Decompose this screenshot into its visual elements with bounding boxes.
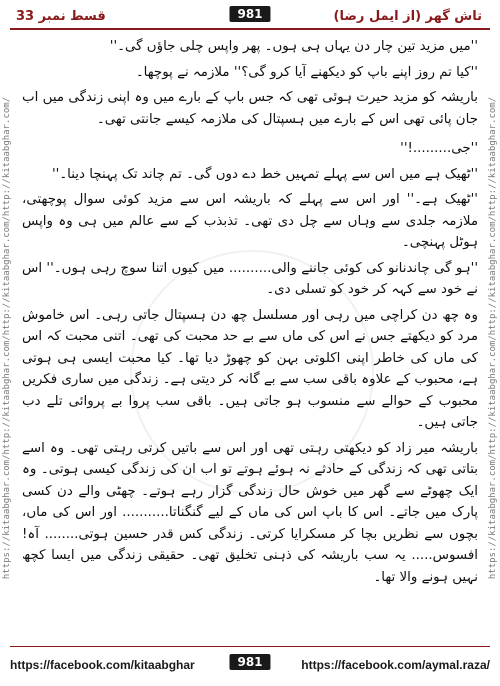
header-divider: [10, 28, 490, 30]
paragraph: باریشہ میر زاد کو دیکھتی رہتی تھی اور اس سے باتیں کرتی رہتی تھی۔ وہ اسے بتاتی تھی کہ زندگی کے حادثے نہ ہوئے ہوتے تو اب ان کی زندگی کیسی ہوتی۔ وہ ایک چھوٹے سے گھر میں خوش حال زندگی گزار رہے ہوتے۔ چھٹی والے دن کسی پارک میں جاتے۔ اس کا باپ اس کی ماں کے لیے گنگناتا........... اور اس کی ماں، بچوں سے نظریں بچا کر مسکرایا کرتی۔ زندگی کس قدر حسین ہوتی........ آہ! افسوس..... یہ سب باریشہ کی ذہنی تخلیق تھی۔ حقیقی زندگی میں ایسا کچھ نہیں ہونے والا تھا۔: [22, 440, 478, 585]
side-watermark-left: https://kitaabghar.com/http://kitaabghar.com/http://kitaabghar.com/http://kitaabghar.com/: [2, 96, 12, 580]
paragraph: ''ٹھیک ہے میں اس سے پہلے تمہیں خط دے دوں گی۔ تم چاند تک پہنچا دینا۔'': [51, 166, 478, 182]
paragraph: ''کیا تم روز اپنے باپ کو دیکھنے آیا کرو گی؟'' ملازمہ نے پوچھا۔: [135, 64, 478, 80]
story-text: [22, 36, 478, 636]
side-watermark-right: https://kitaabghar.com/http://kitaabghar.com/http://kitaabghar.com/http://kitaabghar.com/: [488, 96, 498, 580]
paragraph: ''ٹھیک ہے۔'' اور اس سے پہلے کہ باریشہ اس سے مزید کوئی سوال پوچھتی، ملازمہ جلدی سے وہاں سے چل دی تھی۔ تذبذب کے سے عالم میں ہی وہ واپس ہوٹل پہنچی۔: [22, 192, 478, 250]
paragraph: وہ چھ دن کراچی میں رہی اور مسلسل چھ دن ہسپتال جاتی رہی۔ اس خاموش مرد کو دیکھتے جس نے اس کی ماں سے بے حد محبت کی تھی۔ اتنی محبت کہ اس کی ماں کی خاطر اپنی اکلوتی بہن کو چھوڑ دیا تھا۔ کیا محبت ایسی ہی ہوتی ہے، محبوب کے علاوہ باقی سب سے بے گانہ کر دیتی ہے۔ زندگی میں ساری فکریں محبوب کے حوالے سے منسوب ہو جاتی ہیں۔ باقی سب پروا بے پروائی تلے دب جاتی ہیں۔: [22, 307, 478, 430]
footer-divider: [10, 646, 490, 647]
episode-label: قسط نمبر 33: [16, 9, 106, 24]
paragraph: ''جی.........!'': [400, 141, 478, 156]
paragraph: ''میں مزید تین چار دن یہاں ہی ہوں۔ پھر واپس چلی جاؤں گی۔'': [109, 39, 478, 54]
page-number-badge: 981: [229, 6, 270, 22]
page-header: [10, 4, 490, 30]
paragraph: ''ہو گی چاندنانو کی کوئی جاننے والی.......... میں کیوں اتنا سوچ رہی ہوں۔'' اس نے خود سے کہہ کر خود کو تسلی دی۔: [22, 260, 478, 297]
facebook-link-author[interactable]: https://facebook.com/aymal.raza/: [301, 658, 490, 672]
book-title: تاش گھر (از ایمل رضا): [333, 9, 482, 24]
facebook-link-kitaabghar[interactable]: https://facebook.com/kitaabghar: [10, 658, 195, 672]
footer-page-number: 981: [229, 654, 270, 670]
paragraph: باریشہ کو مزید حیرت ہوئی تھی کہ جس باپ کے بارے میں وہ اپنی زندگی میں اب جان پائی تھی اس کے بارے میں ہسپتال کی ملازمہ کیسے جانتی تھی۔: [22, 90, 478, 127]
page-footer: [0, 640, 500, 686]
